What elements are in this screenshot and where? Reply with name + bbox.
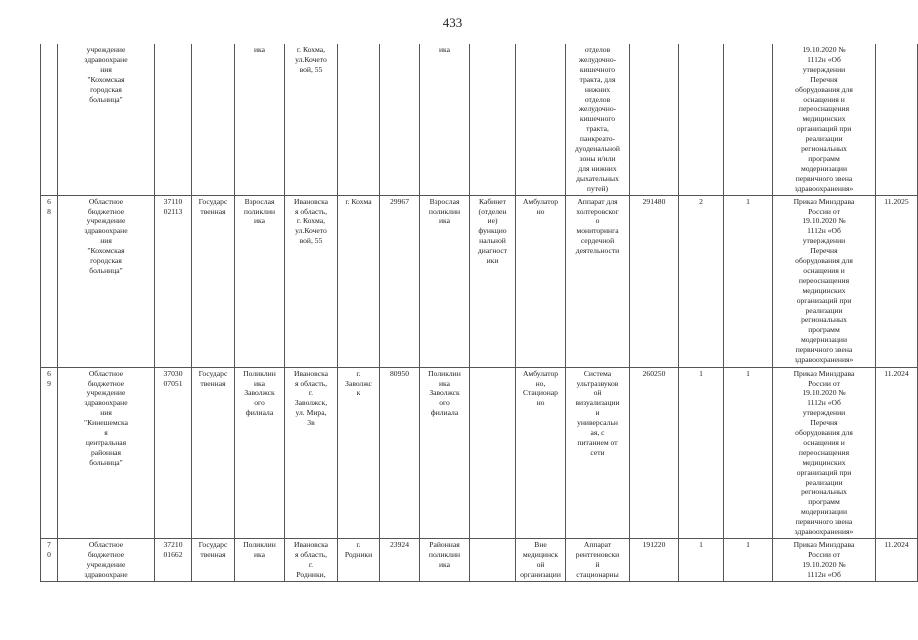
table-row bbox=[41, 195, 918, 367]
deadline-date bbox=[876, 44, 918, 195]
org-code bbox=[155, 44, 192, 195]
organization-name: Областное бюджетное учреждение здравоохране ния "Кинешемска я центральная районная больница" bbox=[58, 367, 155, 538]
address: Ивановска я область, г. Родники, bbox=[285, 539, 338, 582]
city bbox=[338, 44, 380, 195]
table-row bbox=[41, 367, 918, 538]
deadline-date: 11.2024 bbox=[876, 539, 918, 582]
city: г. Кохма bbox=[338, 195, 380, 367]
ownership-form: Государс твенная bbox=[192, 195, 235, 367]
address: г. Кохма, ул.Кочето вой, 55 bbox=[285, 44, 338, 195]
quantity-2 bbox=[724, 44, 773, 195]
okpd-code: 291480 bbox=[630, 195, 679, 367]
ownership-form bbox=[192, 44, 235, 195]
oktmo-code: 29967 bbox=[380, 195, 420, 367]
address: Ивановска я область, г. Заволжск, ул. Мира, 3в bbox=[285, 367, 338, 538]
city: г. Заволжс к bbox=[338, 367, 380, 538]
ownership-form: Государс твенная bbox=[192, 367, 235, 538]
room bbox=[470, 539, 516, 582]
equipment-name: Аппарат для холтеровског о мониторинга сердечной деятельности bbox=[566, 195, 630, 367]
department: Взрослая поликлин ика bbox=[235, 195, 285, 367]
row-index: 7 0 bbox=[41, 539, 58, 582]
unit: Взрослая поликлин ика bbox=[420, 195, 470, 367]
room: Кабинет (отделен ие) функцио нальной диагност ики bbox=[470, 195, 516, 367]
deadline-date: 11.2024 bbox=[876, 367, 918, 538]
oktmo-code: 23924 bbox=[380, 539, 420, 582]
address: Ивановска я область, г. Кохма, ул.Кочето вой, 55 bbox=[285, 195, 338, 367]
equipment-table bbox=[40, 44, 918, 582]
legal-basis: Приказ Минздрава России от 19.10.2020 № 1112н «Об bbox=[773, 539, 876, 582]
equipment-name: Аппарат рентгеновски й стационарны bbox=[566, 539, 630, 582]
okpd-code: 260250 bbox=[630, 367, 679, 538]
organization-name: учреждение здравоохране ния "Кохомская городская больница" bbox=[58, 44, 155, 195]
room bbox=[470, 367, 516, 538]
unit: Поликлин ика Заволжск ого филиала bbox=[420, 367, 470, 538]
department: ика bbox=[235, 44, 285, 195]
equipment-name: Система ультразвуков ой визуализации и универсальн ая, с питанием от сети bbox=[566, 367, 630, 538]
organization-name: Областное бюджетное учреждение здравоохране ния "Кохомская городская больница" bbox=[58, 195, 155, 367]
room bbox=[470, 44, 516, 195]
care-conditions: Амбулатор но, Стационар но bbox=[516, 367, 566, 538]
care-conditions: Вне медицинск ой организации bbox=[516, 539, 566, 582]
page-number: 433 bbox=[442, 15, 463, 30]
table-row bbox=[41, 44, 918, 195]
unit: ика bbox=[420, 44, 470, 195]
quantity-2: 1 bbox=[724, 539, 773, 582]
department: Поликлин ика bbox=[235, 539, 285, 582]
oktmo-code: 80950 bbox=[380, 367, 420, 538]
quantity: 1 bbox=[679, 539, 724, 582]
okpd-code: 191220 bbox=[630, 539, 679, 582]
equipment-name: отделов желудочно- кишечного тракта, для нижних отделов желудочно- кишечного тракта, панкреато- дуоденальной зоны и/или для нижних дыхательных путей) bbox=[566, 44, 630, 195]
unit: Районная поликлин ика bbox=[420, 539, 470, 582]
table-row bbox=[41, 539, 918, 582]
care-conditions bbox=[516, 44, 566, 195]
oktmo-code bbox=[380, 44, 420, 195]
quantity-2: 1 bbox=[724, 195, 773, 367]
care-conditions: Амбулатор но bbox=[516, 195, 566, 367]
row-index: 6 8 bbox=[41, 195, 58, 367]
quantity: 1 bbox=[679, 367, 724, 538]
legal-basis: Приказ Минздрава России от 19.10.2020 № 1112н «Об утверждении Перечня оборудования для оснащения и переоснащения медицинских организаций при реализации региональных программ модернизации первичного звена здравоохранения» bbox=[773, 367, 876, 538]
department: Поликлин ика Заволжск ого филиала bbox=[235, 367, 285, 538]
okpd-code bbox=[630, 44, 679, 195]
quantity bbox=[679, 44, 724, 195]
legal-basis: Приказ Минздрава России от 19.10.2020 № 1112н «Об утверждении Перечня оборудования для оснащения и переоснащения медицинских организаций при реализации региональных программ модернизации первичного звена здравоохранения» bbox=[773, 195, 876, 367]
row-index: 6 9 bbox=[41, 367, 58, 538]
quantity: 2 bbox=[679, 195, 724, 367]
org-code: 37030 07051 bbox=[155, 367, 192, 538]
org-code: 37210 01662 bbox=[155, 539, 192, 582]
org-code: 37110 02113 bbox=[155, 195, 192, 367]
city: г. Родники bbox=[338, 539, 380, 582]
deadline-date: 11.2025 bbox=[876, 195, 918, 367]
quantity-2: 1 bbox=[724, 367, 773, 538]
ownership-form: Государс твенная bbox=[192, 539, 235, 582]
organization-name: Областное бюджетное учреждение здравоохране bbox=[58, 539, 155, 582]
legal-basis: 19.10.2020 № 1112н «Об утверждении Перечня оборудования для оснащения и переоснащения медицинских организаций при реализации региональных программ модернизации первичного звена здравоохранения» bbox=[773, 44, 876, 195]
row-index bbox=[41, 44, 58, 195]
